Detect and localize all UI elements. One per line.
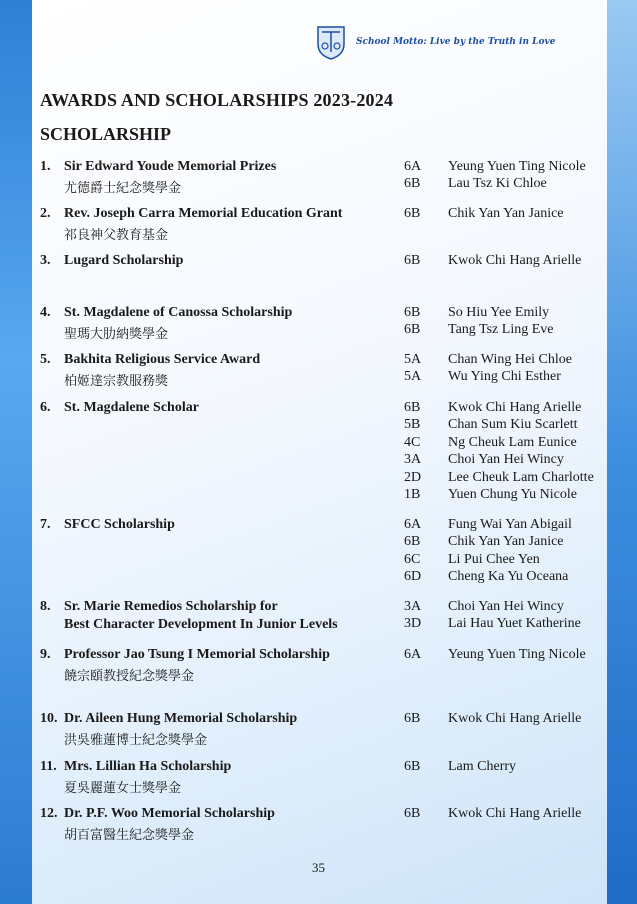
winner-row bbox=[40, 435, 610, 453]
winner-class: 4C bbox=[404, 434, 421, 450]
award-name-english: Bakhita Religious Service Award bbox=[64, 352, 261, 367]
award-name-chinese: 饒宗頤教授紀念獎學金 bbox=[64, 669, 195, 684]
entry-number: 3. bbox=[40, 253, 51, 268]
winner-class: 5A bbox=[404, 352, 422, 367]
winner-class: 6B bbox=[404, 534, 421, 550]
winner-name: Cheng Ka Yu Oceana bbox=[448, 569, 569, 585]
entry-number: 8. bbox=[40, 599, 51, 614]
winner-row bbox=[40, 534, 610, 552]
award-name-chinese: 祁良神父教育基金 bbox=[64, 228, 169, 243]
winner-row bbox=[40, 452, 610, 470]
winner-class: 6A bbox=[404, 647, 422, 662]
winner-class: 3A bbox=[404, 452, 422, 468]
winner-class: 6A bbox=[404, 517, 422, 532]
school-motto: School Motto: Live by the Truth in Love bbox=[356, 37, 556, 47]
winner-class: 6B bbox=[404, 206, 421, 221]
award-name-english: Lugard Scholarship bbox=[64, 253, 184, 268]
winner-name: Lai Hau Yuet Katherine bbox=[448, 616, 581, 632]
page-title: AWARDS AND SCHOLARSHIPS 2023-2024 bbox=[40, 90, 394, 110]
winner-name: Choi Yan Hei Wincy bbox=[448, 599, 564, 614]
entry-number: 9. bbox=[40, 647, 51, 662]
award-name-english: Sir Edward Youde Memorial Prizes bbox=[64, 159, 277, 174]
award-name-chinese: 夏吳麗蓮女士獎學金 bbox=[64, 781, 182, 796]
section-heading: SCHOLARSHIP bbox=[40, 124, 172, 144]
winner-name: Chik Yan Yan Janice bbox=[448, 534, 564, 550]
winner-row bbox=[40, 759, 610, 777]
award-name-chinese: 尤德爵士紀念獎學金 bbox=[64, 181, 182, 196]
winner-class: 6B bbox=[404, 176, 421, 192]
entry-number: 6. bbox=[40, 400, 51, 415]
winner-row bbox=[40, 806, 610, 824]
award-name-english: Rev. Joseph Carra Memorial Education Grant bbox=[64, 206, 343, 221]
winner-row bbox=[40, 599, 610, 617]
winner-class: 3D bbox=[404, 616, 422, 632]
winner-name: Kwok Chi Hang Arielle bbox=[448, 711, 582, 726]
award-name-english: Dr. Aileen Hung Memorial Scholarship bbox=[64, 711, 298, 726]
winner-row bbox=[40, 176, 610, 194]
winner-class: 6B bbox=[404, 253, 421, 268]
entry-number: 2. bbox=[40, 206, 51, 221]
winner-class: 6B bbox=[404, 711, 421, 726]
winner-name: Tang Tsz Ling Eve bbox=[448, 322, 554, 338]
winner-name: Choi Yan Hei Wincy bbox=[448, 452, 564, 468]
winner-class: 1B bbox=[404, 487, 421, 502]
winner-row bbox=[40, 417, 610, 435]
winner-name: Chan Sum Kiu Scarlett bbox=[448, 417, 578, 433]
winner-name: Fung Wai Yan Abigail bbox=[448, 517, 572, 532]
winner-name: Ng Cheuk Lam Eunice bbox=[448, 434, 577, 450]
right-border bbox=[607, 0, 637, 904]
winner-row bbox=[40, 159, 610, 177]
award-name-chinese: 洪吳雅蓮博士紀念獎學金 bbox=[64, 733, 208, 748]
award-name-english: Professor Jao Tsung I Memorial Scholarship bbox=[64, 647, 330, 662]
winner-name: Kwok Chi Hang Arielle bbox=[448, 400, 582, 415]
winner-row bbox=[40, 206, 610, 224]
entry-number: 12. bbox=[40, 806, 58, 821]
winner-class: 6D bbox=[404, 569, 422, 585]
award-name-english: St. Magdalene of Canossa Scholarship bbox=[64, 305, 293, 320]
award-name-english: SFCC Scholarship bbox=[64, 517, 175, 532]
school-crest-icon bbox=[316, 24, 346, 60]
entry-number: 4. bbox=[40, 305, 51, 320]
page-header bbox=[316, 24, 555, 60]
winner-row bbox=[40, 517, 610, 535]
winner-name: Chik Yan Yan Janice bbox=[448, 206, 564, 221]
winner-name: Kwok Chi Hang Arielle bbox=[448, 253, 582, 268]
entry-number: 1. bbox=[40, 159, 51, 174]
winner-row bbox=[40, 569, 610, 587]
winner-row bbox=[40, 322, 610, 340]
left-border bbox=[0, 0, 32, 904]
winner-row bbox=[40, 352, 610, 370]
winner-class: 6B bbox=[404, 759, 421, 774]
award-name-english: Mrs. Lillian Ha Scholarship bbox=[64, 759, 232, 774]
winner-name: Lau Tsz Ki Chloe bbox=[448, 176, 547, 192]
winner-row bbox=[40, 616, 610, 634]
winner-name: Wu Ying Chi Esther bbox=[448, 369, 561, 385]
winner-row bbox=[40, 253, 610, 271]
winner-name: Yeung Yuen Ting Nicole bbox=[448, 159, 586, 174]
award-name-english: Sr. Marie Remedios Scholarship for bbox=[64, 599, 278, 614]
winner-class: 6B bbox=[404, 806, 421, 821]
award-name-chinese: 聖瑪大肋納獎學金 bbox=[64, 327, 169, 342]
winner-class: 5B bbox=[404, 417, 421, 433]
winner-class: 6C bbox=[404, 551, 421, 567]
winner-class: 6A bbox=[404, 159, 422, 174]
page-number: 35 bbox=[312, 860, 325, 875]
winner-name: Kwok Chi Hang Arielle bbox=[448, 806, 582, 821]
winner-class: 6B bbox=[404, 400, 421, 415]
award-name-english-line2: Best Character Development In Junior Levels bbox=[64, 617, 338, 632]
winner-row bbox=[40, 400, 610, 418]
winner-row bbox=[40, 552, 610, 570]
award-name-chinese: 柏姬達宗教服務獎 bbox=[64, 374, 169, 389]
winner-name: Li Pui Chee Yen bbox=[448, 551, 540, 567]
award-name-english: Dr. P.F. Woo Memorial Scholarship bbox=[64, 806, 275, 821]
winner-row bbox=[40, 711, 610, 729]
winner-name: Lam Cherry bbox=[448, 759, 517, 774]
winner-class: 6B bbox=[404, 322, 421, 338]
winner-row bbox=[40, 470, 610, 488]
winner-class: 5A bbox=[404, 369, 422, 385]
winner-row bbox=[40, 487, 610, 505]
winner-name: Lee Cheuk Lam Charlotte bbox=[448, 469, 594, 485]
entry-number: 5. bbox=[40, 352, 51, 367]
winner-class: 6B bbox=[404, 305, 421, 320]
winner-class: 2D bbox=[404, 469, 422, 485]
award-name-english: St. Magdalene Scholar bbox=[64, 400, 199, 415]
entry-number: 11. bbox=[40, 759, 57, 774]
winner-name: Yeung Yuen Ting Nicole bbox=[448, 647, 586, 662]
winner-row bbox=[40, 369, 610, 387]
winner-row bbox=[40, 305, 610, 323]
winner-name: Chan Wing Hei Chloe bbox=[448, 352, 572, 367]
winner-row bbox=[40, 647, 610, 665]
entry-number: 10. bbox=[40, 711, 58, 726]
winner-class: 3A bbox=[404, 599, 422, 614]
winner-name: So Hiu Yee Emily bbox=[448, 305, 550, 320]
entry-number: 7. bbox=[40, 517, 51, 532]
winner-name: Yuen Chung Yu Nicole bbox=[448, 487, 577, 502]
award-name-chinese: 胡百富醫生紀念獎學金 bbox=[64, 828, 195, 843]
